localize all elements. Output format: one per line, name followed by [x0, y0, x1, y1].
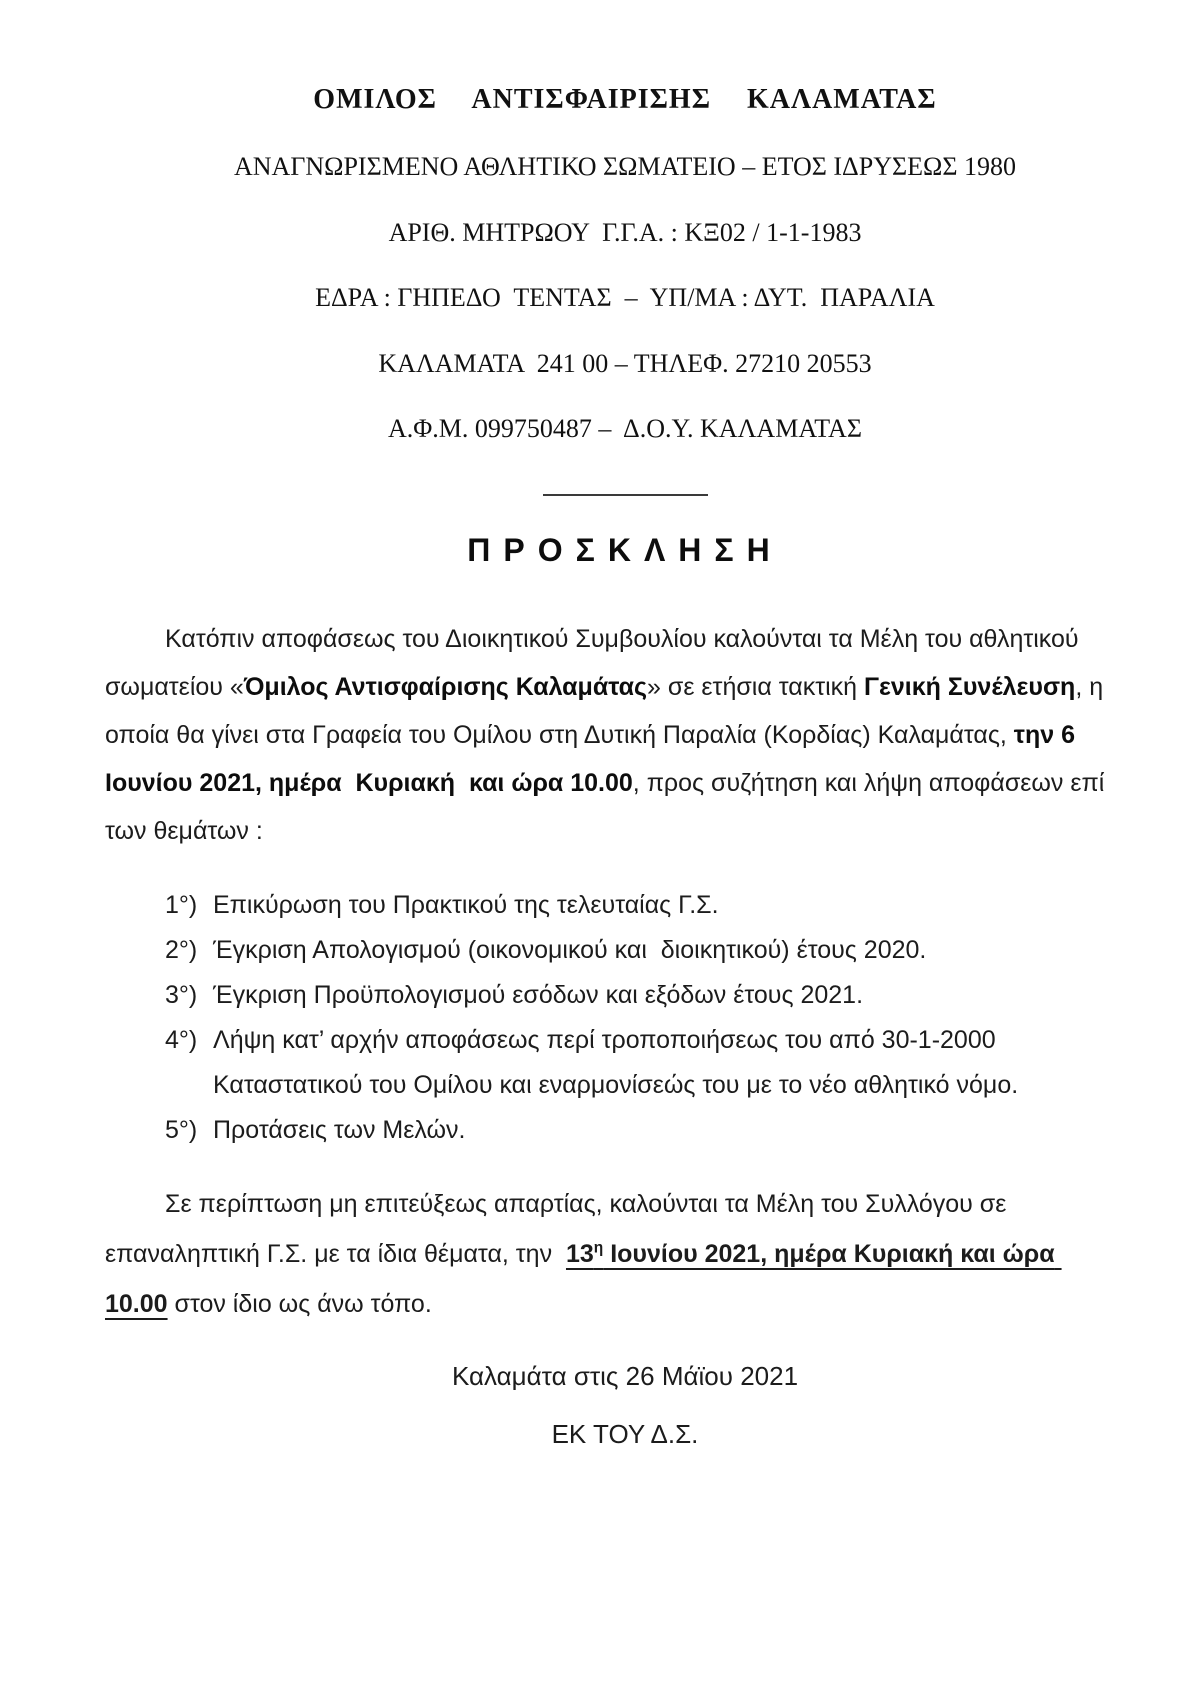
agenda-item-number: 2°) [165, 935, 198, 964]
agenda-item-text: Λήψη κατ’ αρχήν αποφάσεως περί τροποποιήσεως του από 30-1-2000 Καταστατικού του Ομίλου και εναρμονίσεώς του με το νέο αθλητικό νόμο. [213, 1025, 1019, 1099]
letterhead-line-address: ΕΔΡΑ : ΓΗΠΕΔΟ ΤΕΝΤΑΣ – ΥΠ/ΜΑ : ΔΥΤ. ΠΑΡΑΛΙΑ [315, 283, 935, 312]
second-meeting-date-rest: Ιουνίου 2021, ημέρα Κυριακή και ώρα 10.00 [105, 1239, 1062, 1318]
intro-text-4: , προς συζήτηση και λήψη αποφάσεων επί των θεμάτων : [105, 768, 1112, 845]
place-date-line: Καλαμάτα στις 26 Μάϊου 2021 [451, 1360, 799, 1391]
agenda-item-text: Έγκριση Απολογισμού (οικονομικού και διοικητικού) έτους 2020. [213, 935, 927, 964]
agenda-item-number: 5°) [165, 1115, 198, 1144]
closing-text-1: Σε περίπτωση μη επιτεύξεως απαρτίας, καλούνται τα Μέλη του Συλλόγου σε επαναληπτική Γ.Σ. με τα ίδια θέματα, την [105, 1189, 1014, 1268]
first-meeting-date-bold: την 6 Ιουνίου 2021, ημέρα Κυριακή και ώρα 10.00 [105, 720, 1082, 797]
agenda-item-number: 3°) [165, 980, 198, 1009]
agenda-item [165, 1108, 1113, 1153]
general-assembly-bold: Γενική Συνέλευση [863, 672, 1076, 701]
second-meeting-day-number: 13 [565, 1239, 594, 1268]
letterhead-line-recognition: ΑΝΑΓΝΩΡΙΣΜΕΝΟ ΑΘΛΗΤΙΚΟ ΣΩΜΑΤΕΙΟ – ΕΤΟΣ ΙΔΡΥΣΕΩΣ 1980 [234, 152, 1016, 181]
ordinal-superscript: η [593, 1239, 604, 1257]
agenda-item [165, 1018, 1113, 1108]
agenda-item [165, 883, 1113, 928]
reconvene-paragraph [105, 1179, 1104, 1329]
intro-text-1: Κατόπιν αποφάσεως του Διοικητικού Συμβουλίου καλούνται τα Μέλη του αθλητικού σωματείου « [105, 624, 1086, 701]
intro-text-3: , η οποία θα γίνει στα Γραφεία του Ομίλου στη Δυτική Παραλία (Κορδίας) Καλαμάτας, [105, 672, 1111, 749]
agenda-item [165, 928, 1113, 973]
divider-line [543, 494, 708, 496]
intro-text-2: » σε ετήσια τακτική [647, 672, 864, 701]
agenda-item [165, 973, 1113, 1018]
invitation-paragraph [105, 615, 1130, 855]
letterhead-line-registry: ΑΡΙΘ. ΜΗΤΡΩΟΥ Γ.Γ.Α. : ΚΞ02 / 1-1-1983 [388, 217, 862, 247]
letterhead-line-phone: ΚΑΛΑΜΑΤΑ 241 00 – ΤΗΛΕΦ. 27210 20553 [378, 348, 872, 378]
agenda-item-number: 1°) [165, 890, 198, 919]
club-name-bold: Όμιλος Αντισφαίρισης Καλαμάτας [243, 672, 648, 701]
agenda-item-text: Επικύρωση του Πρακτικού της τελευταίας Γ.Σ. [213, 890, 719, 919]
letterhead-line-tax: Α.Φ.Μ. 099750487 – Δ.Ο.Υ. ΚΑΛΑΜΑΤΑΣ [388, 414, 862, 443]
club-letterhead [105, 48, 1145, 480]
club-name: ΟΜΙΛΟΣ ΑΝΤΙΣΦΑΙΡΙΣΗΣ ΚΑΛΑΜΑΤΑΣ [313, 84, 937, 115]
closing-text-2: στον ίδιο ως άνω τόπο. [167, 1289, 432, 1318]
agenda-list [165, 883, 1113, 1153]
signature-line: ΕΚ ΤΟΥ Δ.Σ. [551, 1418, 699, 1449]
document-title: ΠΡΟΣΚΛΗΣΗ [467, 531, 783, 568]
agenda-item-text: Έγκριση Προϋπολογισμού εσόδων και εξόδων έτους 2021. [213, 980, 864, 1009]
agenda-item-number: 4°) [165, 1025, 198, 1054]
agenda-item-text: Προτάσεις των Μελών. [213, 1115, 466, 1144]
